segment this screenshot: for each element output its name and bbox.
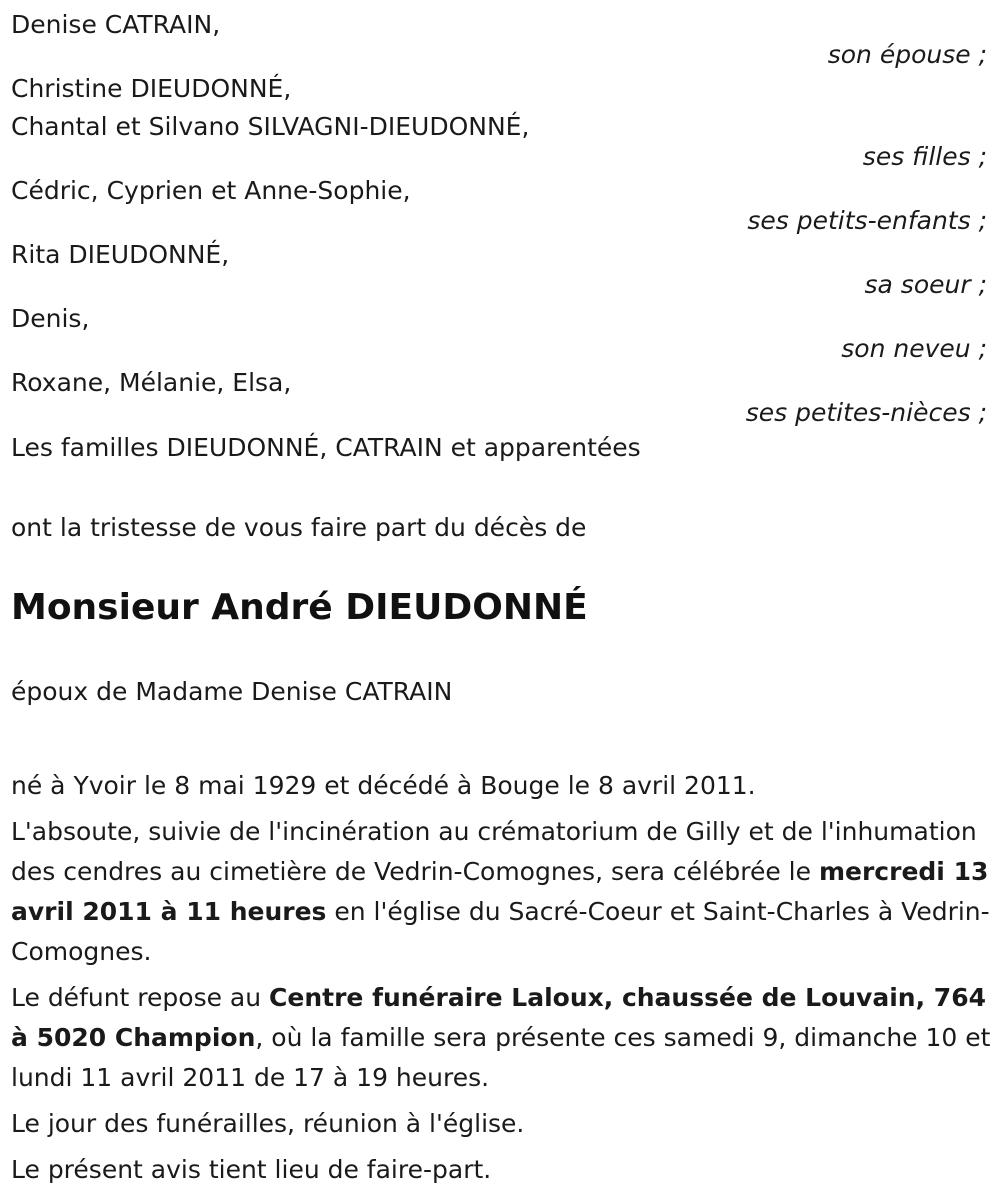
family-entry <box>11 6 991 68</box>
rest-paragraph: Le défunt repose au Centre funéraire Laloux, chaussée de Louvain, 764 à 5020 Champion, où la famille sera présente ces samedi 9, dimanche 10 et lundi 11 avril 2011 de 17 à 19 heures. <box>11 983 991 1092</box>
obituary-notice <box>11 6 991 1190</box>
family-entry <box>11 172 991 234</box>
family-relation: sa soeur ; <box>864 270 987 299</box>
family-relation: ses petites-nièces ; <box>745 398 987 427</box>
spouse-line: époux de Madame Denise CATRAIN <box>11 677 453 706</box>
funeral-home: Centre funéraire Laloux, chaussée de Louvain, 764 à 5020 Champion <box>11 983 986 1052</box>
ceremony-datetime: mercredi 13 avril 2011 à 11 heures <box>11 857 989 926</box>
family-names: Denise CATRAIN, <box>11 10 221 39</box>
intro-text: ont la tristesse de vous faire part du décès de <box>11 513 587 542</box>
family-relation: ses filles ; <box>862 142 987 171</box>
family-relation: son épouse ; <box>827 40 987 69</box>
family-entry <box>11 70 991 170</box>
notice-line: Le présent avis tient lieu de faire-part. <box>11 1155 492 1184</box>
family-names: Chantal et Silvano SILVAGNI-DIEUDONNÉ, <box>11 112 530 141</box>
family-names: Cédric, Cyprien et Anne-Sophie, <box>11 176 411 205</box>
family-relation: ses petits-enfants ; <box>747 206 987 235</box>
family-names: Denis, <box>11 304 90 333</box>
family-names: Rita DIEUDONNÉ, <box>11 240 230 269</box>
families-line: Les familles DIEUDONNÉ, CATRAIN et apparentées <box>11 433 641 462</box>
family-names: Christine DIEUDONNÉ, <box>11 74 292 103</box>
funeral-day-line: Le jour des funérailles, réunion à l'église. <box>11 1109 525 1138</box>
birth-death-line: né à Yvoir le 8 mai 1929 et décédé à Bouge le 8 avril 2011. <box>11 771 756 800</box>
family-entry <box>11 364 991 426</box>
deceased-name: Monsieur André DIEUDONNÉ <box>11 587 588 628</box>
family-entry <box>11 236 991 298</box>
family-names: Roxane, Mélanie, Elsa, <box>11 368 292 397</box>
family-entry <box>11 300 991 362</box>
ceremony-paragraph: L'absoute, suivie de l'incinération au crématorium de Gilly et de l'inhumation des cendres au cimetière de Vedrin-Comognes, sera célébrée le mercredi 13 avril 2011 à 11 heures en l'église du Sacré-Coeur et Saint-Charles à Vedrin-Comognes. <box>11 817 990 966</box>
family-relation: son neveu ; <box>841 334 987 363</box>
family-list <box>11 6 991 426</box>
